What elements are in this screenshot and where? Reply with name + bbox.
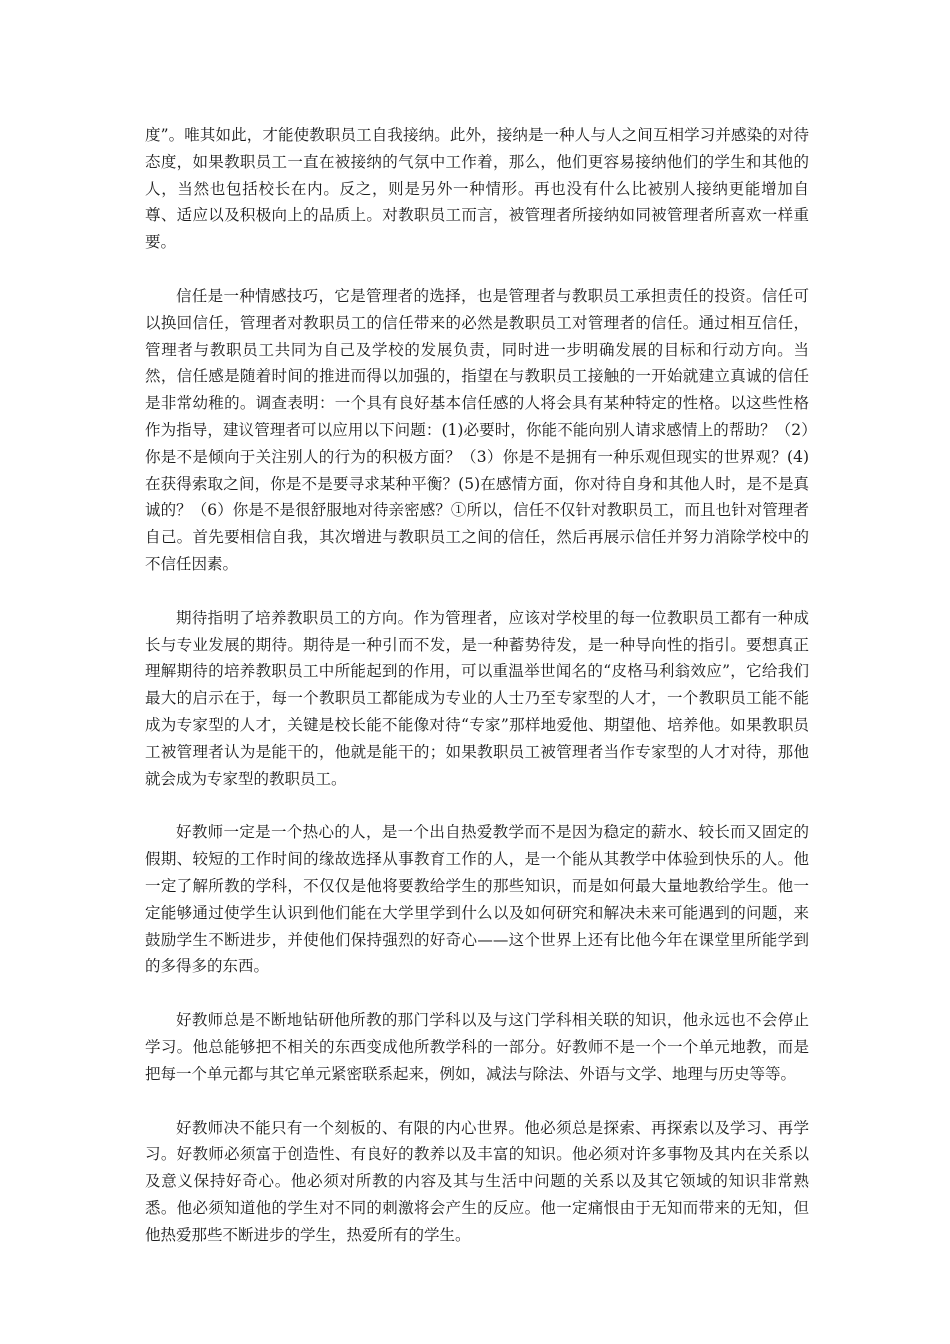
- paragraph-acceptance-continued: 度”。唯其如此，才能使教职员工自我接纳。此外，接纳是一种人与人之间互相学习并感染的对待态度，如果教职员工一直在被接纳的气氛中工作着，那么，他们更容易接纳他们的学生和其他的人，当然也包括校长在内。反之，则是另外一种情形。再也没有什么比被别人接纳更能增加自尊、适应以及积极向上的品质上。对教职员工而言，被管理者所接纳如同被管理者所喜欢一样重要。: [145, 126, 809, 252]
- paragraph-good-teacher-study: 好教师总是不断地钻研他所教的那门学科以及与这门学科相关联的知识，他永远也不会停止学习。他总能够把不相关的东西变成他所教学科的一部分。好教师不是一个一个单元地教，而是把每一个单元都与其它单元紧密联系起来，例如，减法与除法、外语与文学、地理与历史等等。: [145, 1011, 809, 1083]
- paragraph-good-teacher-enthusiasm: 好教师一定是一个热心的人，是一个出自热爱教学而不是因为稳定的薪水、较长而又固定的假期、较短的工作时间的缘故选择从事教育工作的人，是一个能从其教学中体验到快乐的人。他一定了解所教的学科，不仅仅是他将要教给学生的那些知识，而是如何最大量地教给学生。他一定能够通过使学生认识到他们能在大学里学到什么以及如何研究和解决未来可能遇到的问题，来鼓励学生不断进步，并使他们保持强烈的好奇心——这个世界上还有比他今年在课堂里所能学到的多得多的东西。: [145, 823, 809, 976]
- paragraph-expectation: 期待指明了培养教职员工的方向。作为管理者，应该对学校里的每一位教职员工都有一种成长与专业发展的期待。期待是一种引而不发，是一种蓄势待发，是一种导向性的指引。要想真正理解期待的培养教职员工中所能起到的作用，可以重温举世闻名的“皮格马利翁效应”，它给我们最大的启示在于，每一个教职员工都能成为专业的人士乃至专家型的人才，一个教职员工能不能成为专家型的人才，关键是校长能不能像对待“专家”那样地爱他、期望他、培养他。如果教职员工被管理者认为是能干的，他就是能干的；如果教职员工被管理者当作专家型的人才对待，那他就会成为专家型的教职员工。: [145, 608, 809, 788]
- paragraph-good-teacher-inner-world: 好教师决不能只有一个刻板的、有限的内心世界。他必须总是探索、再探索以及学习、再学习。好教师必须富于创造性、有良好的教养以及丰富的知识。他必须对许多事物及其内在关系以及意义保持好奇心。他必须对所教的内容及其与生活中问题的关系以及其它领域的知识非常熟悉。他必须知道他的学生对不同的刺激将会产生的反应。他一定痛恨由于无知而带来的无知，但他热爱那些不断进步的学生，热爱所有的学生。: [145, 1118, 809, 1244]
- paragraph-trust: 信任是一种情感技巧，它是管理者的选择，也是管理者与教职员工承担责任的投资。信任可以换回信任，管理者对教职员工的信任带来的必然是教职员工对管理者的信任。通过相互信任，管理者与教职员工共同为自己及学校的发展负责，同时进一步明确发展的目标和行动方向。当然，信任感是随着时间的推进而得以加强的，指望在与教职员工接触的一开始就建立真诚的信任是非常幼稚的。调查表明：一个具有良好基本信任感的人将会具有某种特定的性格。以这些性格作为指导，建议管理者可以应用以下问题：(1)必要时，你能不能向别人请求感情上的帮助？（2）你是不是倾向于关注别人的行为的积极方面？（3）你是不是拥有一种乐观但现实的世界观？(4)在获得索取之间，你是不是要寻求某种平衡？(5)在感情方面，你对待自身和其他人时，是不是真诚的？（6）你是不是很舒服地对待亲密感？①所以，信任不仅针对教职员工，而且也针对管理者自己。首先要相信自我，其次增进与教职员工之间的信任，然后再展示信任并努力消除学校中的不信任因素。: [145, 286, 809, 573]
- document-body: [145, 122, 809, 1275]
